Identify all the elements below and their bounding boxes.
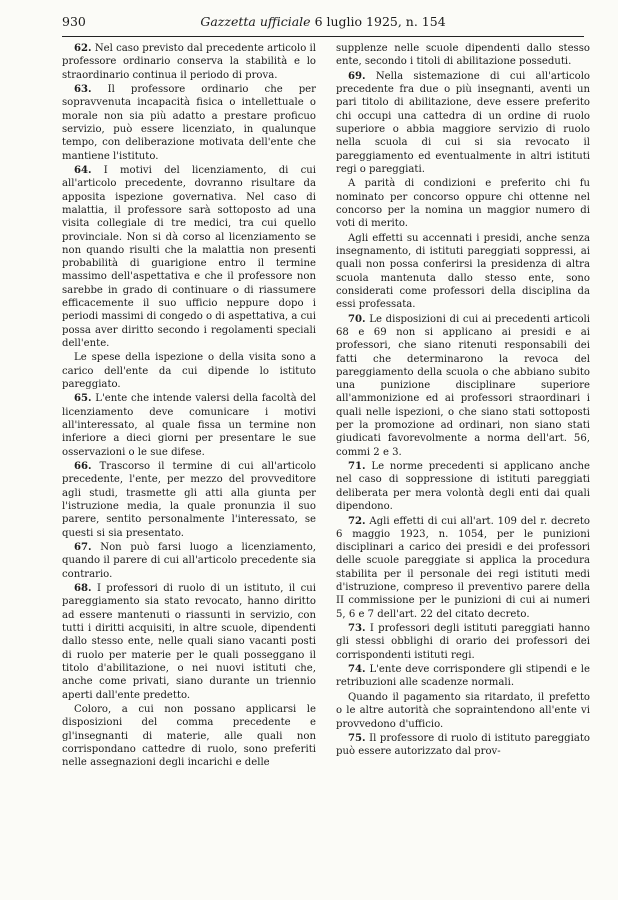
paragraph-text: Le spese della ispezione o della visita sono a carico dell'ente da cui dipende lo istituto pareggiato. [62, 352, 316, 390]
paragraph [336, 622, 590, 662]
paragraph [336, 732, 590, 759]
article-number: 71. [348, 461, 366, 473]
paragraph [62, 541, 316, 581]
article-number: 72. [348, 515, 366, 527]
paragraph-text: Nel caso previsto dal precedente articolo il professore ordinario conserva la stabilità e lo straordinario continua il periodo di prova. [62, 43, 316, 81]
paragraph [336, 232, 590, 312]
paragraph [62, 83, 316, 163]
paragraph-text: I professori degli istituti pareggiati hanno gli stessi obblighi di orario dei professori dei corrispondenti istituti regi. [336, 623, 590, 661]
paragraph-text: I motivi del licenziamento, di cui all'articolo precedente, dovranno risultare da apposita ispezione governativa. Nel caso di malattia, il professore sarà sottoposto ad una visita collegiale di tre medici, tra cui quello provinciale. Non si dà corso al licenziamento se non quando risulti che la malattia non presenti probabilità di guarigione entro il termine massimo dell'aspettativa e che il professore non sarebbe in grado di continuare o di riassumere efficacemente il suo ufficio neppure dopo i periodi massimi di congedo o di aspettativa, a cui possa aver diritto secondo i regolamenti speciali dell'ente. [62, 165, 316, 349]
right-column [336, 42, 590, 892]
paragraph-text: I professori di ruolo di un istituto, il cui pareggiamento sia stato revocato, hanno diritto ad essere mantenuti o riassunti in servizio, con tutti i diritti acquisiti, in altre scuole, dipendenti dallo stesso ente, nelle quali siano vacanti posti di ruolo per materie per le quali posseggano il titolo d'abilitazione, o nei nuovi istituti che, anche come privati, siano durante un triennio aperti dall'ente predetto. [62, 583, 316, 701]
paragraph [62, 703, 316, 769]
paragraph-text: A parità di condizioni e preferito chi fu nominato per concorso oppure chi ottenne nel concorso per la nomina un maggior numero di voti di merito. [336, 178, 590, 230]
left-column [62, 42, 316, 892]
paragraph [336, 460, 590, 513]
paragraph-text: Il professore ordinario che per sopravvenuta incapacità fisica o intellettuale o morale non sia più adatto a prestare proficuo servizio, può essere licenziato, in qualunque tempo, con deliberazione motivata dell'ente che mantiene l'istituto. [62, 84, 316, 162]
paragraph [336, 313, 590, 459]
article-number: 62. [74, 43, 92, 54]
article-number: 74. [348, 664, 366, 676]
gazette-title: Gazzetta ufficiale [200, 14, 311, 29]
paragraph-text: Il professore di ruolo di istituto pareggiato può essere autorizzato dal prov- [336, 733, 590, 758]
page-number: 930 [62, 14, 86, 29]
paragraph [336, 177, 590, 230]
article-number: 73. [348, 623, 366, 635]
paragraph [336, 691, 590, 731]
paragraph-text: Quando il pagamento sia ritardato, il prefetto o le altre autorità che sopraintendono all'ente vi provvedono d'ufficio. [336, 691, 590, 730]
paragraph [62, 164, 316, 350]
paragraph-text: L'ente che intende valersi della facoltà del licenziamento deve comunicare i motivi all'interessato, al quale fissa un termine non inferiore a dieci giorni per presentare le sue osservazioni o le sue difese. [62, 393, 316, 458]
header-title [62, 14, 584, 29]
paragraph-text: Nella sistemazione di cui all'articolo precedente fra due o più insegnanti, aventi un pari titolo di abilitazione, deve essere preferito chi occupi una cattedra di un ordine di ruolo superiore o abbia maggiore servizio di ruolo nella scuola di cui si sia revocato il pareggiamento ed eventualmente in altri istituti regi o pareggiati. [336, 70, 590, 175]
header-rule [62, 36, 584, 37]
article-number: 66. [74, 461, 92, 473]
article-number: 75. [348, 733, 366, 745]
paragraph-text: Le norme precedenti si applicano anche nel caso di soppressione di istituti pareggiati deliberata per mera volontà degli enti dai quali dipendono. [336, 461, 590, 513]
paragraph [62, 351, 316, 391]
paragraph [62, 42, 316, 82]
paragraph-text: Agli effetti su accennati i presidi, anche senza insegnamento, di istituti pareggiati soppressi, ai quali non possa conferirsi la presidenza di altra scuola mantenuta dallo stesso ente, sono considerati come professori della disciplina da essi professata. [336, 232, 590, 311]
paragraph-text: Agli effetti di cui all'art. 109 del r. decreto 6 maggio 1923, n. 1054, per le punizioni disciplinari a carico dei presidi e dei professori delle scuole pareggiate si applica la procedura stabilita per il personale dei regi istituti medi d'istruzione, compreso il preventivo parere della II commissione per le punizioni di cui ai numeri 5, 6 e 7 dell'art. 22 del citato decreto. [336, 515, 590, 620]
paragraph [62, 582, 316, 702]
paragraph [336, 70, 590, 176]
paragraph-text: Coloro, a cui non possano applicarsi le disposizioni del comma precedente e gl'insegnanti di materie, alle quali non corrispondano cattedre di ruolo, sono preferiti nelle assegnazioni degli incarichi e delle [62, 704, 316, 769]
paragraph-text: supplenze nelle scuole dipendenti dallo stesso ente, secondo i titoli di abilitazione posseduti. [336, 43, 590, 68]
article-number: 69. [348, 70, 366, 82]
page-header [62, 14, 584, 34]
paragraph-text: Le disposizioni di cui ai precedenti articoli 68 e 69 non si applicano ai presidi e ai professori, che siano ritenuti responsabili dei fatti che determinarono la revoca del pareggiamento della scuola o che abbiano subito una punizione disciplinare superiore all'ammonizione ed ai professori straordinari i quali nelle ispezioni, o che siano stati sottoposti per la promozione ad ordinari, non siano stati giudicati favorevolmente a norma dell'art. 56, commi 2 e 3. [336, 313, 590, 458]
paragraph [336, 515, 590, 621]
article-number: 68. [74, 583, 92, 595]
paragraph [62, 460, 316, 540]
issue-date: 6 luglio 1925, n. 154 [314, 14, 446, 29]
paragraph-text: Trascorso il termine di cui all'articolo precedente, l'ente, per mezzo del provveditore agli studi, trasmette gli atti alla giunta per l'istruzione media, la quale pronunzia il suo parere, sentito personalmente l'interessato, se questi si sia presentato. [62, 461, 316, 539]
article-number: 70. [348, 313, 366, 325]
paragraph [336, 663, 590, 690]
article-number: 64. [74, 165, 92, 177]
paragraph-text: L'ente deve corrispondere gli stipendi e le retribuzioni alle scadenze normali. [336, 664, 590, 689]
paragraph-text: Non può farsi luogo a licenziamento, quando il parere di cui all'articolo precedente sia contrario. [62, 542, 316, 580]
article-number: 63. [74, 84, 92, 96]
article-number: 67. [74, 542, 92, 554]
article-number: 65. [74, 393, 92, 405]
paragraph [336, 42, 590, 69]
paragraph [62, 392, 316, 458]
